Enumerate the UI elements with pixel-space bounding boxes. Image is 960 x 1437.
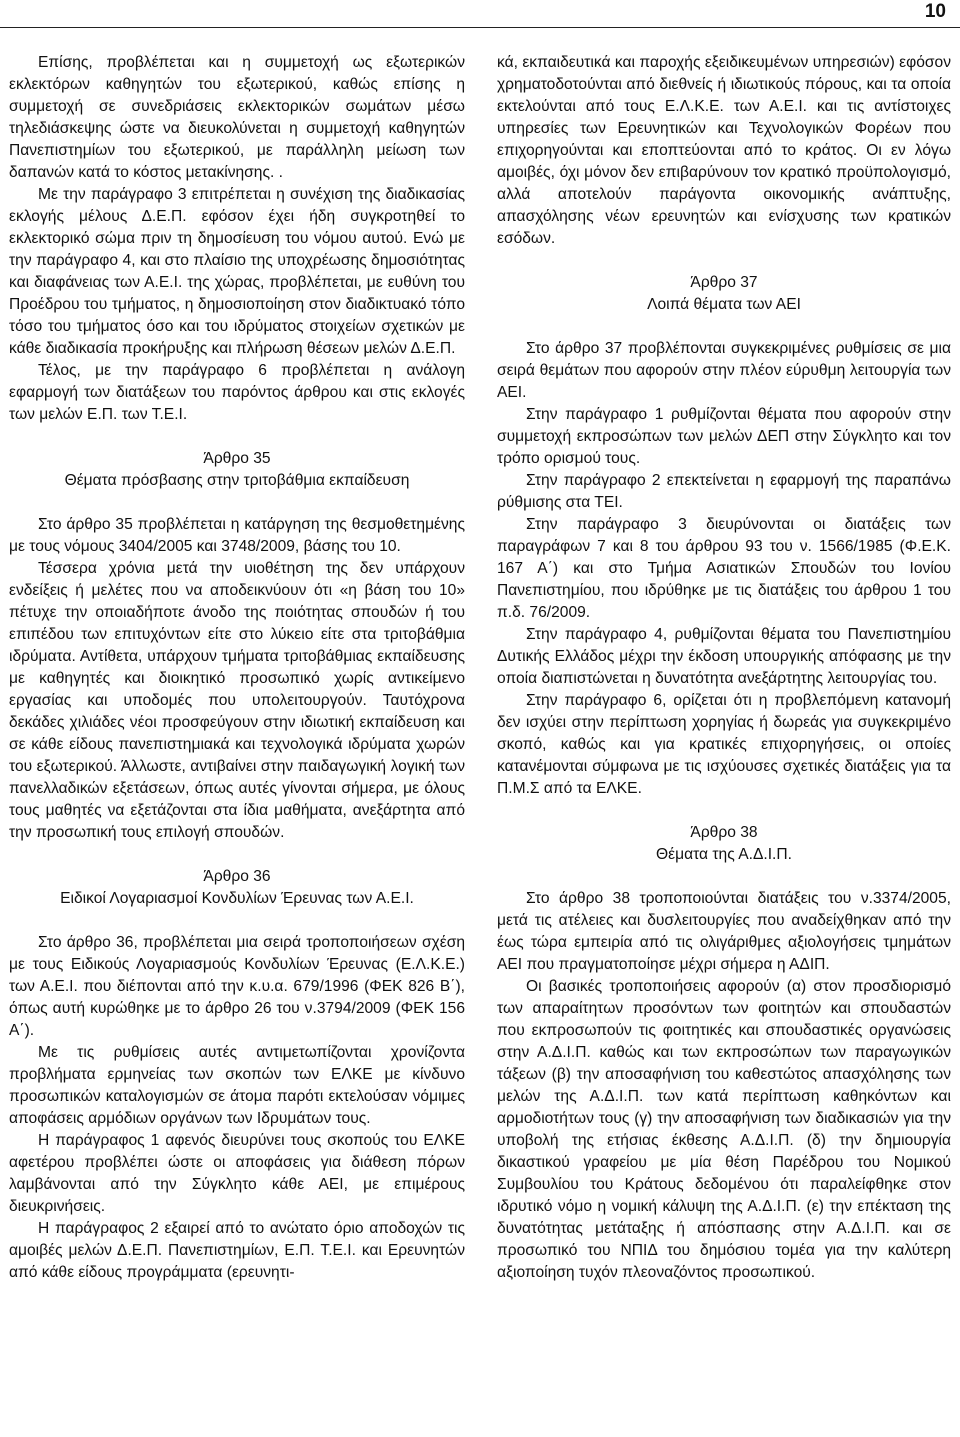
- paragraph: Οι βασικές τροποποιήσεις αφορούν (α) στον προσδιορισμό των απαραίτητων προσόντων των φοιτητών και σπουδαστών που εκπροσωπούν τις φοιτητικές και σπουδαστικές οργανώσεις στην Α.Δ.Ι.Π. καθώς και των εκπροσώπων των παραγωγικών τάξεων (β) την αποσαφήνιση του καθεστώτος απασχόλησης των μελών της Α.Δ.Ι.Π. των κατά περίπτωση καθηκόντων και αρμοδιοτήτων τους (γ) την αποσαφήνιση των διαδικασιών για την υποβολή της ετήσιας έκθεσης Α.Δ.Ι.Π. (δ) την δημιουργία δικαστικού γραφείου με μία θέση Παρέδρου του Νομικού Συμβουλίου του Κράτους δεδομένου ότι παραλείφθηκε στον ιδρυτικό νόμο η νομική κάλυψη της Α.Δ.Ι.Π. (ε) την επέκταση της δυνατότητας μετάταξης ή απόσπασης στην Α.Δ.Ι.Π. και σε προσωπικό του ΝΠΙΔ του δημόσιου τομέα για την καλύτερη αξιοποίηση τυχόν πλεοναζόντος προσωπικού.: [497, 978, 951, 1281]
- paragraph: Στην παράγραφο 6, ορίζεται ότι η προβλεπόμενη κατανομή δεν ισχύει στην περίπτωση χορηγίας ή δωρεάς για συγκεκριμένο σκοπό, καθώς και για κρατικές επιχορηγήσεις, οι οποίες κατανέμονται σύμφωνα με τις ισχύουσες σχετικές διατάξεις για τα Π.Μ.Σ από τα ΕΛΚΕ.: [497, 692, 951, 797]
- paragraph: Στην παράγραφο 4, ρυθμίζονται θέματα του Πανεπιστημίου Δυτικής Ελλάδος μέχρι την έκδοση υπουργικής απόφασης με την οποία διαπιστώνεται η δυνατότητα ανεξάρτητης λειτουργίας του.: [497, 626, 951, 687]
- article-35-title: Άρθρο 35: [203, 450, 271, 467]
- paragraph: Η παράγραφος 2 εξαιρεί από το ανώτατο όριο αποδοχών τις αμοιβές μελών Δ.Ε.Π. Πανεπιστημίων, Ε.Π. Τ.Ε.Ι. και Ερευνητών από κάθε είδους προγράμματα (ερευνητι-: [9, 1220, 465, 1281]
- paragraph: Επίσης, προβλέπεται και η συμμετοχή ως εξωτερικών εκλεκτόρων καθηγητών του εξωτερικού, καθώς επίσης η συμμετοχή σε συνεδριάσεις εκλεκτορικών σωμάτων μέσω τηλεδιάσκεψης ώστε να διευκολύνεται η συμμετοχή καθηγητών Πανεπιστημίων του εξωτερικού, με παράλληλη μείωση των δαπανών κατά το κόστος μετακίνησης. .: [9, 54, 465, 181]
- page-number: 10: [924, 1, 946, 22]
- right-column: [497, 52, 951, 1284]
- paragraph: Στην παράγραφο 3 διευρύνονται οι διατάξεις των παραγράφων 7 και 8 του άρθρου 93 του ν. 1566/1985 (Φ.Ε.Κ. 167 Α΄) και στο Τμήμα Ασιατικών Σπουδών του Ιονίου Πανεπιστημίου, που ιδρύθηκε με τις διατάξεις του άρθρου 1 του π.δ. 76/2009.: [497, 516, 951, 621]
- page-header: [0, 0, 960, 28]
- paragraph: Στην παράγραφο 1 ρυθμίζονται θέματα που αφορούν στην συμμετοχή εκπροσώπων των μελών ΔΕΠ στην Σύγκλητο και τον τρόπο ορισμού τους.: [497, 406, 951, 467]
- article-37-subtitle: Λοιπά θέματα των ΑΕΙ: [647, 296, 801, 313]
- article-36-title: Άρθρο 36: [203, 868, 271, 885]
- article-37-title: Άρθρο 37: [690, 274, 758, 291]
- article-35-subtitle: Θέματα πρόσβασης στην τριτοβάθμια εκπαίδευση: [64, 472, 410, 489]
- left-column: [9, 52, 465, 1284]
- paragraph: κά, εκπαιδευτικά και παροχής εξειδικευμένων υπηρεσιών) εφόσον χρηματοδοτούνται από διεθνείς ή ιδιωτικούς πόρους, και τα οποία εκτελούνται από τους Ε.Λ.Κ.Ε. των Α.Ε.Ι. και τις αντίστοιχες υπηρεσίες των Ερευνητικών και Τεχνολογικών Φορέων που επιχορηγούνται και εποπτεύονται από το κράτος. Οι εν λόγω αμοιβές, όχι μόνον δεν επιβαρύνουν τον κρατικό προϋπολογισμό, αλλά αποτελούν παράγοντα οικονομικής ανάπτυξης, απασχόλησης νέων ερευνητών και ενίσχυσης των κρατικών εσόδων.: [497, 54, 951, 247]
- article-38-title: Άρθρο 38: [690, 824, 758, 841]
- paragraph: Στο άρθρο 35 προβλέπεται η κατάργηση της θεσμοθετημένης με τους νόμους 3404/2005 και 3748/2009, βάσης του 10.: [9, 516, 465, 555]
- paragraph: Στο άρθρο 38 τροποποιούνται διατάξεις του ν.3374/2005, μετά τις ατέλειες και δυσλειτουργίες που αναδείχθηκαν από την έως τώρα εμπειρία από τις ολιγάριθμες αξιολογήσεις τμημάτων ΑΕΙ που πραγματοποίησε μέχρι σήμερα η ΑΔΙΠ.: [497, 890, 951, 973]
- paragraph: Στο άρθρο 37 προβλέπονται συγκεκριμένες ρυθμίσεις σε μια σειρά θεμάτων που αφορούν στην πλέον εύρυθμη λειτουργία των ΑΕΙ.: [497, 340, 951, 401]
- paragraph: Τέσσερα χρόνια μετά την υιοθέτηση της δεν υπάρχουν ενδείξεις ή μελέτες που να αποδεικνύουν ότι «η βάση του 10» πέτυχε την οποιαδήποτε άνοδο της ποιότητας σπουδών ή του επιπέδου των επιτυχόντων είτε στο λύκειο είτε στα τριτοβάθμια ιδρύματα. Αντίθετα, υπάρχουν τμήματα τριτοβάθμιας εκπαίδευσης με καθηγητές και διοικητικό προσωπικό χωρίς αντικείμενο εργασίας και υποδομές που υπολειτουργούν. Ταυτόχρονα δεκάδες χιλιάδες νέοι προσφεύγουν στην ιδιωτική εκπαίδευση και σε κάθε είδους πανεπιστημιακά και τεχνολογικά ιδρύματα χωρών του εξωτερικού. Άλλωστε, αντιβαίνει στην παιδαγωγική λογική των πανελλαδικών εξετάσεων, όπως αυτές γίνονται σήμερα, με όλους τους μαθητές να εξετάζονται στα ίδια μαθήματα, ανεξάρτητα από την προσωπική τους επιλογή σπουδών.: [9, 560, 465, 841]
- article-36-subtitle: Ειδικοί Λογαριασμοί Κονδυλίων Έρευνας των Α.Ε.Ι.: [60, 890, 414, 907]
- paragraph: Με την παράγραφο 3 επιτρέπεται η συνέχιση της διαδικασίας εκλογής μέλους Δ.Ε.Π. εφόσον έχει ήδη συγκροτηθεί το εκλεκτορικό σώμα πριν τη δημοσίευση του νόμου αυτού. Ενώ με την παράγραφο 4, και στο πλαίσιο της υποχρέωσης δημοσιότητας και διαφάνειας των Α.Ε.Ι. της χώρας, προβλέπεται, με ευθύνη του Προέδρου του τμήματος, η δημοσιοποίηση στον διαδικτυακό τόπο τόσο του τμήματος όσο και του ιδρύματος στοιχείων σχετικών με κάθε διαδικασία προκήρυξης και πλήρωση θέσεων μελών Δ.Ε.Π.: [9, 186, 465, 357]
- paragraph: Τέλος, με την παράγραφο 6 προβλέπεται η ανάλογη εφαρμογή των διατάξεων του παρόντος άρθρου και στις εκλογές των μελών Ε.Π. των Τ.Ε.Ι.: [9, 362, 465, 423]
- paragraph: Στο άρθρο 36, προβλέπεται μια σειρά τροποποιήσεων σχέση με τους Ειδικούς Λογαριασμούς Κονδυλίων Έρευνας (Ε.Λ.Κ.Ε.) των Α.Ε.Ι. που διέπονται από την κ.υ.α. 679/1996 (ΦΕΚ 826 Β΄), όπως αυτή κυρώθηκε με το άρθρο 26 του ν.3794/2009 (ΦΕΚ 156 Α΄).: [9, 934, 465, 1039]
- article-38-subtitle: Θέματα της Α.Δ.Ι.Π.: [656, 846, 792, 863]
- paragraph: Η παράγραφος 1 αφενός διευρύνει τους σκοπούς του ΕΛΚΕ αφετέρου προβλέπει ώστε οι αποφάσεις για διάθεση πόρων λαμβάνονται από την Σύγκλητο κάθε ΑΕΙ, με επιμέρους διευκρινήσεις.: [9, 1132, 465, 1215]
- paragraph: Με τις ρυθμίσεις αυτές αντιμετωπίζονται χρονίζοντα προβλήματα ερμηνείας των σκοπών των ΕΛΚΕ με κίνδυνο προσωπικών καταλογισμών σε άτομα παρότι εκτελούσαν νόμιμες αποφάσεις αρμόδιων οργάνων των Ιδρυμάτων τους.: [9, 1044, 465, 1127]
- paragraph: Στην παράγραφο 2 επεκτείνεται η εφαρμογή της παραπάνω ρύθμισης στα ΤΕΙ.: [497, 472, 951, 511]
